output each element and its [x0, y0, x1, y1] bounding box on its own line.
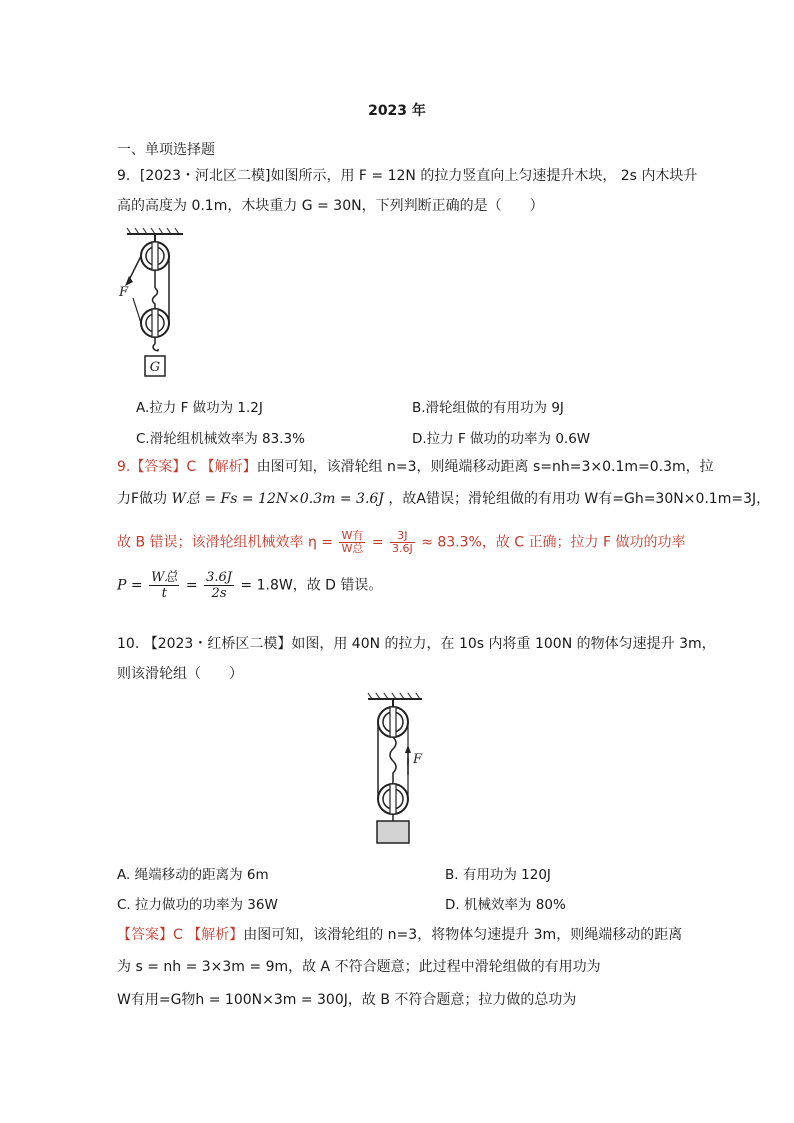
q10-option-a: A. 绳端移动的距离为 6m	[117, 867, 269, 883]
q9-answer-text2a: 力F做功	[117, 491, 168, 507]
q9-force-label: F	[119, 285, 129, 300]
q10-option-c: C. 拉力做功的功率为 36W	[117, 897, 278, 913]
q9-answer-text3a: 故 B 错误；该滑轮组机械效率 η =	[117, 534, 334, 551]
q10-stem-line1: 10. 【2023・红桥区二模】如图，用 40N 的拉力，在 10s 内将重 100N 的物体匀速提升 3m，	[117, 636, 716, 652]
q9-answer-text2b: ，故A错误；滑轮组做的有用功 W有=Gh=30N×0.1m=3J，	[388, 491, 771, 507]
q10-pulley-figure	[362, 693, 434, 845]
q10-weight-block	[377, 821, 409, 843]
q10-option-b: B. 有用功为 120J	[445, 867, 551, 883]
q9-power-equals: =	[185, 577, 198, 594]
q9-answer-label: 9.【答案】C 【解析】	[117, 459, 257, 475]
q9-pulley-figure	[115, 228, 195, 380]
q9-answer-line3	[117, 530, 686, 555]
q9-stem-line1: 9．[2023・河北区二模]如图所示，用 F = 12N 的拉力竖直向上匀速提升木块， 2s 内木块升	[117, 168, 698, 184]
q9-stem-line2: 高的高度为 0.1m，木块重力 G = 30N，下列判断正确的是（ ）	[117, 198, 544, 214]
page-title: 2023 年	[368, 103, 426, 119]
q9-answer-text4: = 1.8W，故 D 错误。	[240, 577, 383, 594]
q9-option-d: D.拉力 F 做功的功率为 0.6W	[412, 431, 591, 447]
q9-efficiency-fraction1: $\frac{\text{W有}}{\text{W总}}$	[341, 529, 364, 555]
q9-work-formula: W总 = Fs = 12N×0.3m = 3.6J	[171, 491, 384, 507]
q10-answer-text1: 由图可知，该滑轮组的 n=3，将物体匀速提升 3m，则绳端移动的距离	[243, 927, 683, 943]
q9-answer-line2	[117, 489, 770, 509]
section-title: 一、单项选择题	[117, 142, 215, 158]
q9-efficiency-fraction2: $\frac{3J}{3.6J}$	[392, 529, 413, 555]
q9-option-c: C.滑轮组机械效率为 83.3%	[136, 431, 305, 447]
q10-answer-label: 【答案】C 【解析】	[117, 927, 244, 943]
q10-option-d: D. 机械效率为 80%	[445, 897, 566, 913]
q10-stem-line2: 则该滑轮组（ ）	[117, 666, 243, 682]
q9-answer-line4	[117, 570, 382, 601]
q9-answer-text3b: ≈ 83.3%，故 C 正确；拉力 F 做功的功率	[421, 534, 686, 551]
q9-answer-line1	[117, 457, 714, 477]
q9-power-lead: P =	[117, 577, 143, 594]
q9-answer-text1: 由图可知，该滑轮组 n=3，则绳端移动距离 s=nh=3×0.1m=0.3m，拉	[256, 459, 714, 475]
q9-power-fraction2: $\frac{3.6J}{2s}$	[206, 570, 232, 601]
q10-answer-line2: 为 s = nh = 3×3m = 9m，故 A 不符合题意；此过程中滑轮组做的有用功为	[117, 959, 601, 975]
q9-option-a: A.拉力 F 做功为 1.2J	[136, 400, 263, 416]
q9-weight-label: G	[149, 360, 161, 375]
q10-answer-line3: W有用=G物h = 100N×3m = 300J，故 B 不符合题意；拉力做的总功为	[117, 992, 577, 1008]
q9-option-b: B.滑轮组做的有用功为 9J	[412, 400, 564, 416]
q10-answer-line1	[117, 925, 682, 945]
q10-force-label: F	[413, 752, 423, 767]
q9-equals-sign: =	[371, 534, 384, 551]
q9-power-fraction1: $\frac{\text{W总}}{t}$	[151, 570, 178, 601]
